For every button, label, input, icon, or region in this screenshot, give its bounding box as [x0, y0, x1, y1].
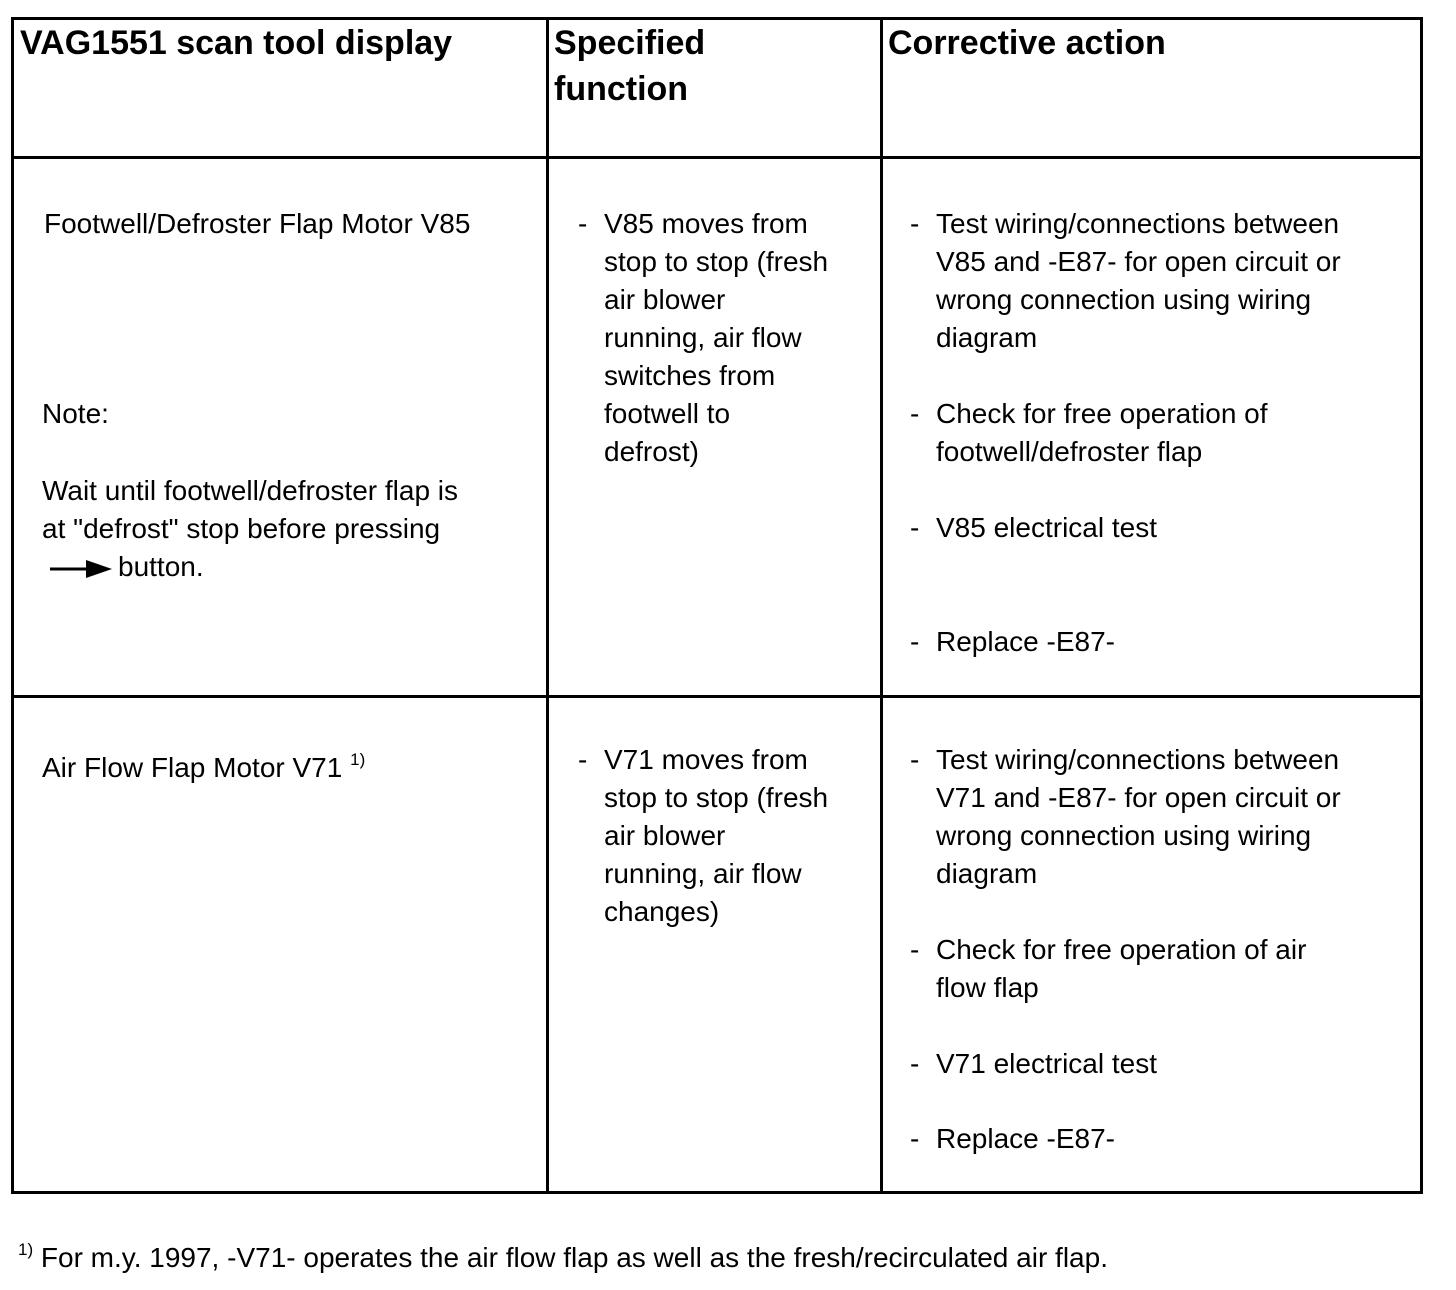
row2-display-text: Air Flow Flap Motor V71 [42, 752, 343, 783]
function-line: V71 moves from [604, 744, 808, 775]
row1-note-line3-wrap [42, 548, 458, 586]
action-line: wrong connection using wiring [936, 820, 1312, 851]
diagnostic-table [11, 17, 1423, 1194]
bullet-dash: - [910, 626, 920, 657]
action-line: Test wiring/connections between [936, 744, 1340, 775]
row1-action-2-body [910, 395, 1268, 471]
function-line: running, air flow [604, 858, 802, 889]
action-line: Test wiring/connections between [936, 208, 1340, 239]
row2-action-1-body [910, 741, 1341, 893]
function-line: changes) [604, 896, 720, 927]
row1-action-4 [910, 623, 1115, 661]
function-line: air blower [604, 820, 726, 851]
function-line: defrost) [604, 436, 699, 467]
bullet-dash: - [910, 1048, 920, 1079]
row2-action-3 [910, 1045, 1157, 1083]
function-line: footwell to [604, 398, 731, 429]
row1-action-2 [910, 395, 1268, 471]
bullet-dash: - [578, 208, 588, 239]
action-line: diagram [936, 858, 1038, 889]
row2-function-body [578, 741, 828, 931]
action-line: footwell/defroster flap [936, 436, 1203, 467]
action-line: Replace -E87- [936, 1123, 1115, 1154]
row2-action-2 [910, 931, 1306, 1007]
header-specified-function [554, 20, 705, 112]
action-line: wrong connection using wiring [936, 284, 1312, 315]
action-line: flow flap [936, 972, 1039, 1003]
function-line: stop to stop (fresh [604, 782, 829, 813]
header-scan-tool-display: VAG1551 scan tool display [20, 24, 453, 62]
row1-note-line3: button. [118, 551, 204, 582]
row1-function-body [578, 205, 828, 471]
function-line: switches from [604, 360, 776, 391]
function-line: stop to stop (fresh [604, 246, 829, 277]
bullet-dash: - [910, 512, 920, 543]
row1-action-4-body [910, 623, 1115, 661]
row1-action-3 [910, 509, 1157, 547]
row-divider [14, 695, 1420, 698]
column-divider [546, 20, 549, 1191]
row2-action-2-body [910, 931, 1306, 1007]
action-line: V85 and -E87- for open circuit or [936, 246, 1341, 277]
right-arrow-icon [50, 559, 112, 579]
action-line: V71 electrical test [936, 1048, 1157, 1079]
row2-action-4-body [910, 1120, 1115, 1158]
action-line: Replace -E87- [936, 626, 1115, 657]
row2-action-4 [910, 1120, 1115, 1158]
bullet-dash: - [910, 934, 920, 965]
bullet-dash: - [910, 398, 920, 429]
action-line: V71 and -E87- for open circuit or [936, 782, 1341, 813]
function-line: air blower [604, 284, 726, 315]
row1-note-line1: Wait until footwell/defroster flap is [42, 475, 459, 506]
header-specified-line1: Specified [554, 24, 706, 62]
footnote-text: For m.y. 1997, -V71- operates the air flow flap as well as the fresh/recirculated air flap. [40, 1242, 1108, 1273]
row1-note-line2: at "defrost" stop before pressing [42, 513, 441, 544]
row2-action-1 [910, 741, 1341, 893]
bullet-dash: - [578, 744, 588, 775]
row1-action-3-body [910, 509, 1157, 547]
action-line: V85 electrical test [936, 512, 1157, 543]
row2-action-3-body [910, 1045, 1157, 1083]
function-line: V85 moves from [604, 208, 808, 239]
row2-function [578, 741, 828, 931]
action-line: Check for free operation of air [936, 934, 1307, 965]
header-specified-line2: function [554, 70, 689, 108]
bullet-dash: - [910, 744, 920, 775]
bullet-dash: - [910, 1123, 920, 1154]
function-line: running, air flow [604, 322, 802, 353]
action-line: diagram [936, 322, 1038, 353]
footnote-ref: 1) [350, 750, 366, 769]
row1-note-label: Note: [42, 398, 109, 429]
row1-display: Footwell/Defroster Flap Motor V85 [44, 208, 471, 239]
header-divider [14, 156, 1420, 159]
row1-action-1 [910, 205, 1341, 357]
action-line: Check for free operation of [936, 398, 1268, 429]
header-corrective-action: Corrective action [888, 24, 1166, 62]
footnote-marker: 1) [18, 1240, 34, 1259]
footnote [18, 1232, 1108, 1276]
row1-function [578, 205, 828, 471]
row1-note [42, 472, 458, 586]
row2-display [42, 741, 365, 787]
row1-action-1-body [910, 205, 1341, 357]
column-divider [880, 20, 883, 1191]
bullet-dash: - [910, 208, 920, 239]
